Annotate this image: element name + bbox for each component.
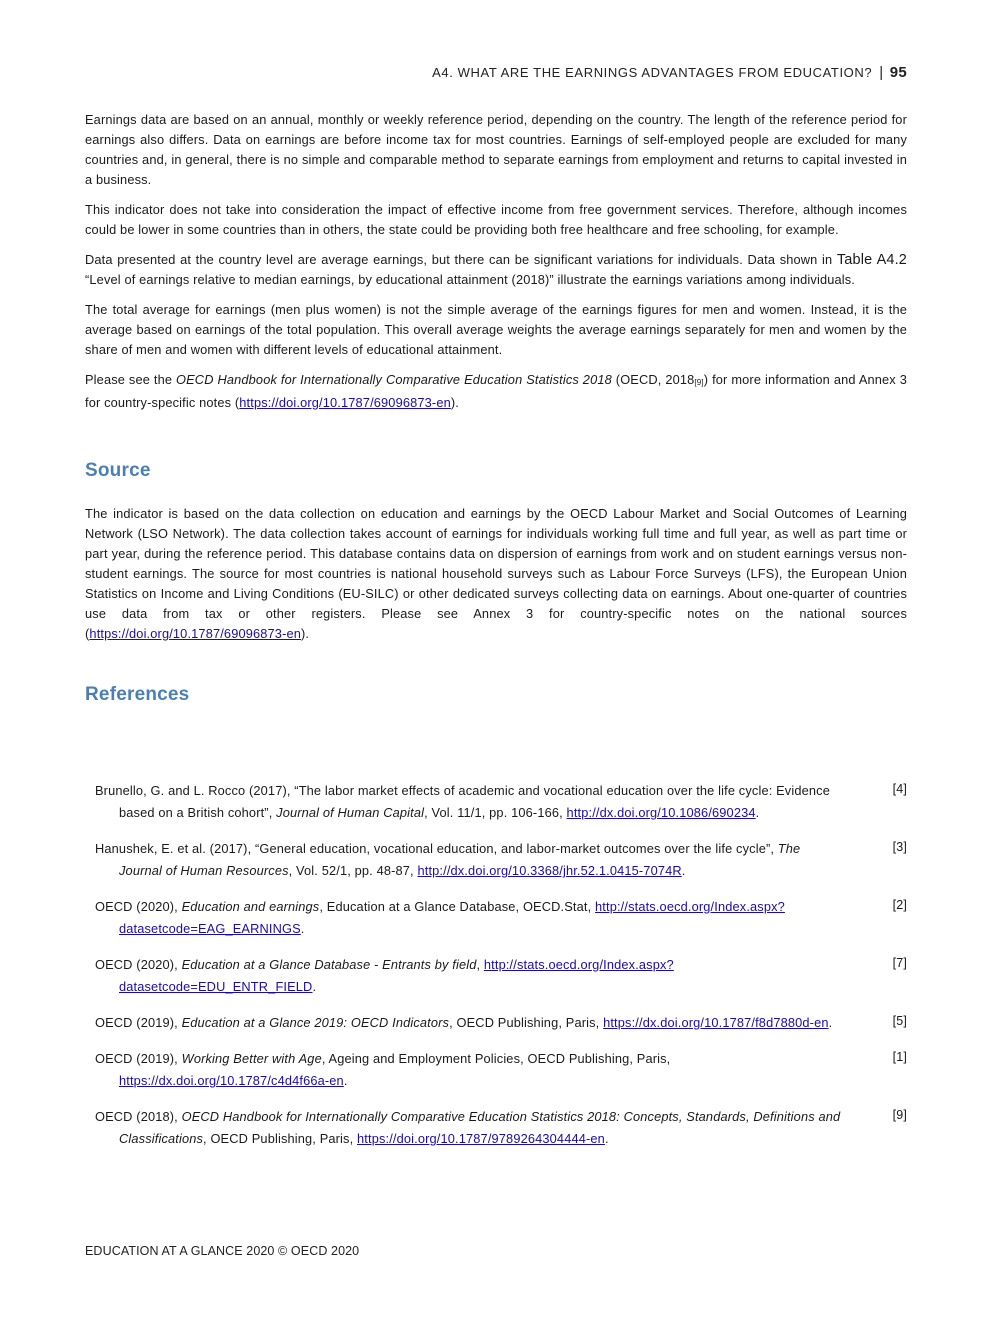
main-content	[85, 110, 907, 706]
reference-text: OECD (2020),	[95, 957, 182, 972]
reference-text: , Vol. 11/1, pp. 106-166,	[424, 805, 567, 820]
reference-item	[95, 1012, 907, 1034]
page-footer: EDUCATION AT A GLANCE 2020 © OECD 2020	[85, 1244, 360, 1258]
paragraph-country-level	[85, 250, 907, 290]
reference-text: Brunello, G. and L. Rocco (2017), “The labor market effects of academic and vocational education over the life cycle: Evidence based on a British cohort”,	[95, 783, 830, 820]
reference-text: OECD (2019),	[95, 1015, 182, 1030]
reference-tag: [4]	[892, 782, 907, 796]
reference-text: .	[755, 805, 760, 820]
reference-tag: [9]	[892, 1108, 907, 1122]
source-heading: Source	[85, 460, 151, 481]
paragraph-text: Please see the	[85, 372, 177, 387]
reference-item	[95, 1106, 907, 1150]
chapter-title: A4. WHAT ARE THE EARNINGS ADVANTAGES FROM EDUCATION?	[432, 65, 873, 80]
reference-title: Education at a Glance 2019: OECD Indicators	[181, 1015, 450, 1030]
reference-text: , OECD Publishing, Paris,	[203, 1131, 358, 1146]
header-separator: |	[879, 64, 884, 81]
reference-item	[95, 780, 907, 824]
reference-text: ,	[476, 957, 484, 972]
reference-title: Education and earnings	[181, 899, 320, 914]
paragraph-text: Data presented at the country level are average earnings, but there can be significant variations for individuals. Data shown in	[85, 252, 837, 267]
handbook-title: OECD Handbook for Internationally Comparative Education Statistics 2018	[176, 372, 612, 387]
table-reference: Table A4.2	[836, 252, 907, 268]
reference-title: Journal of Human Capital	[276, 805, 425, 820]
paragraph-text: ).	[450, 395, 459, 410]
reference-item	[95, 954, 907, 998]
reference-text: OECD (2020),	[95, 899, 182, 914]
paragraph-text: ).	[301, 626, 310, 641]
reference-text: .	[343, 1073, 348, 1088]
paragraph-earnings-data: Earnings data are based on an annual, monthly or weekly reference period, depending on the country. The length of the reference period for earnings also differs. Data on earnings are before income tax for most countries. Earnings of self-employed people are excluded for many countries and, in general, there is no simple and comparable method to separate earnings from employment and returns to capital invested in a business.	[85, 112, 907, 187]
reference-title: Working Better with Age	[181, 1051, 322, 1066]
reference-text: .	[828, 1015, 833, 1030]
reference-link[interactable]: http://dx.doi.org/10.3368/jhr.52.1.0415-7074R	[417, 863, 682, 878]
reference-text: .	[681, 863, 686, 878]
reference-tag: [5]	[892, 1014, 907, 1028]
reference-link[interactable]: https://dx.doi.org/10.1787/f8d7880d-en	[603, 1015, 829, 1030]
reference-text: OECD (2019),	[95, 1051, 182, 1066]
reference-tag: [2]	[892, 898, 907, 912]
reference-tag: [7]	[892, 956, 907, 970]
reference-item	[95, 1048, 907, 1092]
reference-text: , Ageing and Employment Policies, OECD Publishing, Paris,	[321, 1051, 671, 1066]
paragraph-text: ) for more information and Annex 3 for country-specific notes (	[85, 372, 908, 410]
source-paragraph	[85, 504, 907, 644]
paragraph-total-average: The total average for earnings (men plus women) is not the simple average of the earnings figures for men and women. Instead, it is the average based on earnings of the total population. This overall average weights the average earnings separately for men and women by the share of men and women with different levels of educational attainment.	[85, 302, 907, 357]
reference-text: OECD (2018),	[95, 1109, 182, 1124]
reference-link[interactable]: http://stats.oecd.org/Index.aspx?datasetcode=EDU_ENTR_FIELD	[119, 957, 674, 994]
reference-text: , Education at a Glance Database, OECD.Stat,	[319, 899, 596, 914]
reference-item	[95, 838, 907, 882]
reference-text: Hanushek, E. et al. (2017), “General education, vocational education, and labor-market outcomes over the life cycle”,	[95, 841, 778, 856]
reference-text: .	[312, 979, 317, 994]
reference-text: .	[604, 1131, 609, 1146]
paragraph-free-services: This indicator does not take into consideration the impact of effective income from free government services. Therefore, although incomes could be lower in some countries than in others, the state could be providing both free healthcare and free schooling, for example.	[85, 202, 907, 237]
reference-link[interactable]: https://dx.doi.org/10.1787/c4d4f66a-en	[119, 1073, 344, 1088]
reference-item	[95, 896, 907, 940]
reference-title: The Journal of Human Resources	[119, 841, 801, 878]
paragraph-handbook	[85, 370, 907, 413]
reference-tag: [3]	[892, 840, 907, 854]
annex-link[interactable]: https://doi.org/10.1787/69096873-en	[239, 395, 451, 410]
reference-link[interactable]: http://stats.oecd.org/Index.aspx?datasetcode=EAG_EARNINGS	[119, 899, 785, 936]
reference-text: , OECD Publishing, Paris,	[449, 1015, 604, 1030]
references-heading: References	[85, 684, 190, 705]
references-list	[95, 780, 907, 1164]
reference-title: Education at a Glance Database - Entrants by field	[181, 957, 477, 972]
page-number: 95	[889, 64, 907, 81]
page-header	[432, 64, 907, 81]
paragraph-text: (OECD, 2018	[611, 372, 695, 387]
reference-title: OECD Handbook for Internationally Comparative Education Statistics 2018: Concepts, Standards, Definitions and Classifications	[119, 1109, 841, 1146]
citation-marker[interactable]: [9]	[694, 378, 704, 387]
paragraph-text: “Level of earnings relative to median earnings, by educational attainment (2018)” illustrate the earnings variations among individuals.	[85, 272, 856, 287]
paragraph-text: The indicator is based on the data collection on education and earnings by the OECD Labour Market and Social Outcomes of Learning Network (LSO Network). The data collection takes account of earnings for individuals working full time and full year, as well as part time or part year, during the reference period. This database contains data on dispersion of earnings from work and on student earnings versus non-student earnings. The source for most countries is national household surveys such as Labour Force Surveys (LFS), the European Union Statistics on Income and Living Conditions (EU-SILC) or other dedicated surveys collecting data on earnings. About one-quarter of countries use data from tax or other registers. Please see Annex 3 for country-specific notes on the national sources (	[85, 506, 907, 641]
source-link[interactable]: https://doi.org/10.1787/69096873-en	[89, 626, 302, 641]
reference-tag: [1]	[892, 1050, 907, 1064]
reference-text: , Vol. 52/1, pp. 48-87,	[288, 863, 418, 878]
reference-link[interactable]: https://doi.org/10.1787/9789264304444-en	[357, 1131, 605, 1146]
reference-text: .	[300, 921, 305, 936]
reference-link[interactable]: http://dx.doi.org/10.1086/690234	[566, 805, 756, 820]
